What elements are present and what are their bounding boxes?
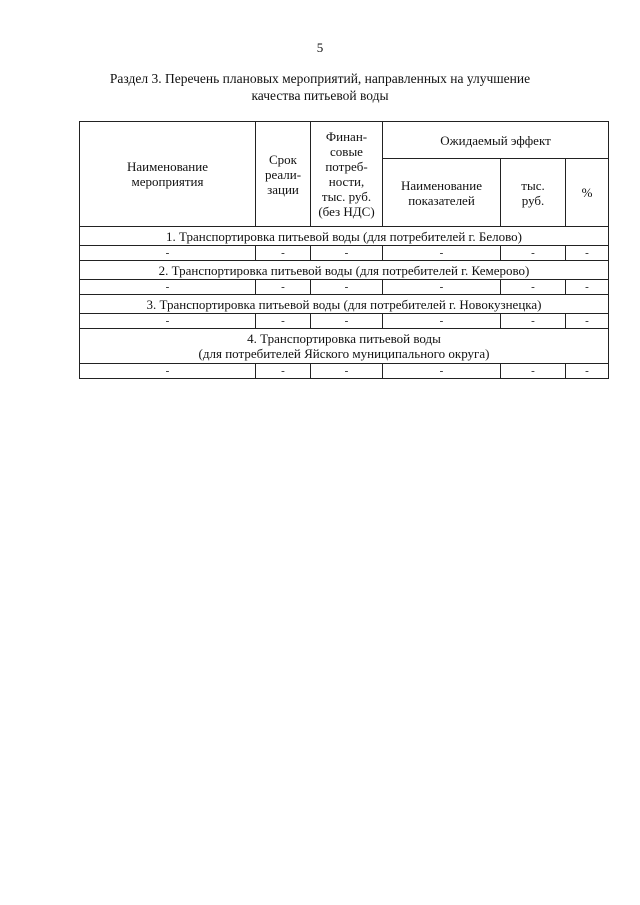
header-measure-name [80,122,256,227]
section-title [80,329,609,364]
header-term-line: реали- [264,166,302,182]
table-cell: - [566,280,609,295]
section-title: 2. Транспортировка питьевой воды (для потребителей г. Кемерово) [80,261,609,280]
section-title-line: 4. Транспортировка питьевой воды [247,331,441,346]
header-thousand-rub-line: руб. [521,192,545,208]
table-cell: - [80,364,256,379]
header-finance-line: (без НДС) [318,204,375,219]
table-cell: - [256,280,311,295]
section-row [80,295,609,314]
header-indicator-line: показателей [408,192,475,208]
table-cell: - [566,246,609,261]
header-measure-name-line: Наименование [127,159,208,174]
header-finance-line: ности, [328,174,365,189]
table-cell: - [501,246,566,261]
header-thousand-rub-line: тыс. [521,177,545,193]
table-cell: - [256,314,311,329]
table-cell: - [311,246,383,261]
table-cell: - [383,364,501,379]
table-cell: - [311,364,383,379]
section-title-line: (для потребителей Яйского муниципального округа) [198,346,490,361]
section-row [80,329,609,364]
header-term-line: Срок [269,151,297,167]
planned-measures-table [79,121,609,379]
table-cell: - [383,246,501,261]
table-row [80,364,609,379]
table-cell: - [383,314,501,329]
header-indicator-line: Наименование [401,177,482,193]
table-cell: - [80,314,256,329]
table-cell: - [256,246,311,261]
section-title: 3. Транспортировка питьевой воды (для потребителей г. Новокузнецка) [80,295,609,314]
table-cell: - [256,364,311,379]
section-heading [60,70,580,104]
header-expected-effect: Ожидаемый эффект [383,122,609,159]
table-cell: - [80,280,256,295]
table-cell: - [501,364,566,379]
page-number: 5 [316,40,324,55]
table-row [80,280,609,295]
header-measure-name-line: мероприятия [131,174,204,189]
table-cell: - [566,364,609,379]
section-row [80,227,609,246]
table-cell: - [501,280,566,295]
header-finance-line: совые [330,144,363,159]
section-heading-line-2: качества питьевой воды [251,88,389,103]
section-row [80,261,609,280]
header-implementation-term [256,122,311,227]
section-heading-line-1: Раздел 3. Перечень плановых мероприятий, направленных на улучшение [109,71,531,86]
header-term-line: зации [267,181,299,197]
header-financial-needs [311,122,383,227]
table-cell: - [566,314,609,329]
header-thousand-rub [501,159,566,227]
table-cell: - [80,246,256,261]
header-finance-line: тыс. руб. [321,189,372,204]
table-cell: - [383,280,501,295]
header-finance-line: потреб- [325,159,368,174]
table-cell: - [501,314,566,329]
table-cell: - [311,280,383,295]
table-row [80,314,609,329]
header-finance-line: Финан- [325,129,368,144]
table-row [80,246,609,261]
header-indicator-name [383,159,501,227]
section-title: 1. Транспортировка питьевой воды (для потребителей г. Белово) [80,227,609,246]
table-cell: - [311,314,383,329]
header-percent: % [566,159,609,227]
